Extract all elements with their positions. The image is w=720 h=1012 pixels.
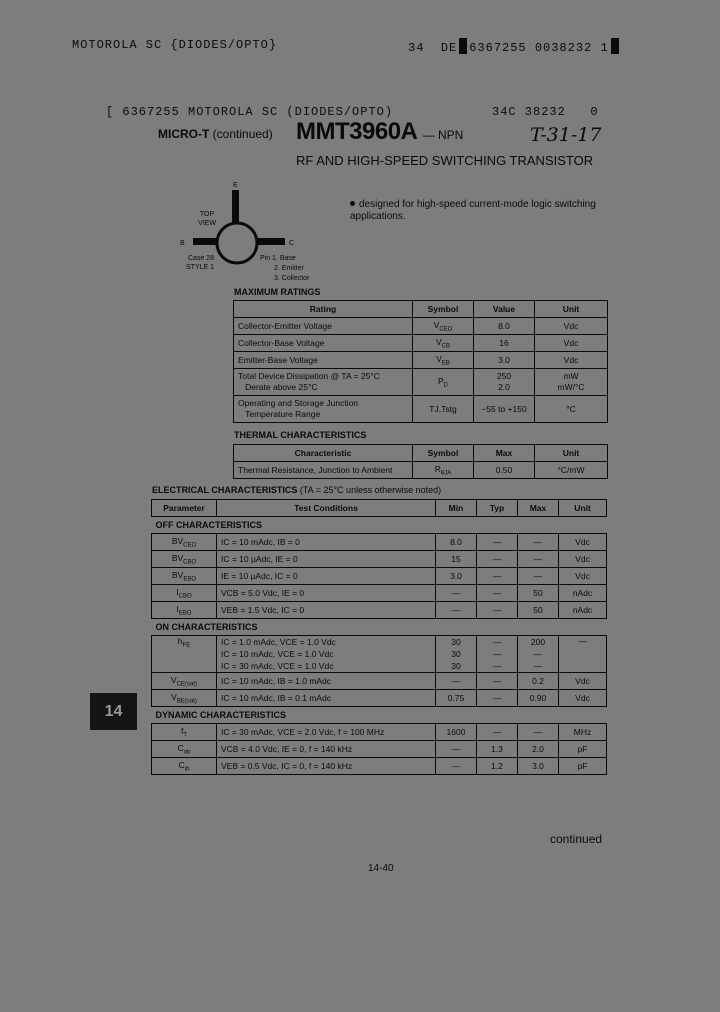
unit-cell: pF [559, 758, 607, 775]
label-e: E [233, 182, 238, 189]
max-cell: — [518, 551, 559, 568]
unit-cell: nAdc [559, 602, 607, 619]
col-header: Characteristic [234, 445, 413, 462]
typ-cell: — [477, 602, 518, 619]
unit-cell: °C [535, 396, 608, 423]
table-row [234, 335, 608, 352]
min-cell: 8.0 [436, 534, 477, 551]
param-cell: $BV_{EBO}$ [152, 568, 217, 585]
param-cell: $f_T$ [152, 724, 217, 741]
col-header: Unit [535, 445, 608, 462]
value-cell: 3.0 [474, 352, 535, 369]
characteristic-cell: Thermal Resistance, Junction to Ambient [234, 462, 413, 479]
label-b: B [180, 240, 185, 247]
col-header: Unit [559, 500, 607, 517]
max-cell: 200 — — [518, 636, 559, 673]
param-cell: $BV_{CEO}$ [152, 534, 217, 551]
header-top-left: MOTOROLA SC {DIODES/OPTO} [72, 38, 278, 52]
typ-cell: — [477, 690, 518, 707]
param-cell: $V_{CE(sat)}$ [152, 673, 217, 690]
typ-cell: — — — [477, 636, 518, 673]
case-label: Case 28 [188, 255, 215, 262]
rating-cell: Collector-Base Voltage [234, 335, 413, 352]
package-diagram [175, 180, 315, 290]
min-cell: — [436, 741, 477, 758]
unit-cell: Vdc [559, 568, 607, 585]
col-header: Max [518, 500, 559, 517]
rating-cell: Emitter-Base Voltage [234, 352, 413, 369]
top-view-label: TOP VIEW [198, 211, 216, 227]
header-second-right: 34C 38232 0 [492, 105, 599, 119]
table-row [152, 690, 607, 707]
pin1-label: Pin 1. Base [260, 255, 296, 262]
condition-cell: IC = 10 mAdc, IB = 0.1 mAdc [217, 690, 436, 707]
col-header: Rating [234, 301, 413, 318]
table-header [234, 445, 608, 462]
table-row [152, 585, 607, 602]
max-cell: 0.2 [518, 673, 559, 690]
table-row [234, 396, 608, 423]
col-header: Min [436, 500, 477, 517]
unit-cell: °C/mW [535, 462, 608, 479]
unit-cell: Vdc [535, 318, 608, 335]
table-row [234, 462, 608, 479]
unit-cell: Vdc [559, 690, 607, 707]
col-header: Symbol [413, 445, 474, 462]
value-cell: −55 to +150 [474, 396, 535, 423]
symbol-cell: $V_{CB}$ [413, 335, 474, 352]
table-row [152, 758, 607, 775]
typ-cell: — [477, 568, 518, 585]
value-cell: 250 2.0 [474, 369, 535, 396]
min-cell: 30 30 30 [436, 636, 477, 673]
max-cell: — [518, 724, 559, 741]
page-number: 14-40 [368, 863, 394, 874]
condition-cell: IC = 10 µAdc, IE = 0 [217, 551, 436, 568]
col-header: Typ [477, 500, 518, 517]
table-row [152, 636, 607, 673]
symbol-cell: TJ,Tstg [413, 396, 474, 423]
unit-cell: Vdc [535, 352, 608, 369]
condition-cell: VCB = 5.0 Vdc, IE = 0 [217, 585, 436, 602]
param-cell: $I_{EBO}$ [152, 602, 217, 619]
min-cell: 15 [436, 551, 477, 568]
pin3-label: 3. Collector [274, 275, 310, 282]
param-cell: $V_{BE(sat)}$ [152, 690, 217, 707]
col-header: Unit [535, 301, 608, 318]
param-cell: $C_{ob}$ [152, 741, 217, 758]
off-characteristics-title: OFF CHARACTERISTICS [152, 517, 607, 534]
min-cell: 0.75 [436, 690, 477, 707]
condition-cell: IC = 1.0 mAdc, VCE = 1.0 Vdc IC = 10 mAdc, VCE = 1.0 Vdc IC = 30 mAdc, VCE = 1.0 Vdc [217, 636, 436, 673]
max-cell: 2.0 [518, 741, 559, 758]
min-cell: — [436, 602, 477, 619]
min-cell: 3.0 [436, 568, 477, 585]
condition-cell: VCB = 4.0 Vdc, IE = 0, f = 140 kHz [217, 741, 436, 758]
rating-cell: Collector-Emitter Voltage [234, 318, 413, 335]
max-cell: 50 [518, 602, 559, 619]
condition-cell: VEB = 0.5 Vdc, IC = 0, f = 140 kHz [217, 758, 436, 775]
symbol-cell: $P_D$ [413, 369, 474, 396]
symbol-cell: $V_{CEO}$ [413, 318, 474, 335]
electrical-title: ELECTRICAL CHARACTERISTICS (TA = 25°C unless otherwise noted) [152, 485, 442, 495]
thermal-title: THERMAL CHARACTERISTICS [234, 430, 367, 440]
dynamic-characteristics-title: DYNAMIC CHARACTERISTICS [152, 707, 607, 724]
max-cell: 50 [518, 585, 559, 602]
col-header: Parameter [152, 500, 217, 517]
condition-cell: IC = 30 mAdc, VCE = 2.0 Vdc, f = 100 MHz [217, 724, 436, 741]
unit-cell: nAdc [559, 585, 607, 602]
pin2-label: 2. Emitter [274, 265, 304, 272]
unit-cell: — [559, 636, 607, 673]
typ-cell: — [477, 534, 518, 551]
part-number: MMT3960A — NPN [296, 118, 464, 145]
table-row [152, 568, 607, 585]
unit-cell: pF [559, 741, 607, 758]
max-cell: — [518, 534, 559, 551]
param-cell: $C_{ib}$ [152, 758, 217, 775]
value-cell: 8.0 [474, 318, 535, 335]
condition-cell: IE = 10 µAdc, IC = 0 [217, 568, 436, 585]
condition-cell: IC = 10 mAdc, IB = 1.0 mAdc [217, 673, 436, 690]
max-cell: — [518, 568, 559, 585]
max-cell: 0.50 [474, 462, 535, 479]
on-characteristics-title: ON CHARACTERISTICS [152, 619, 607, 636]
value-cell: 16 [474, 335, 535, 352]
min-cell: — [436, 585, 477, 602]
col-header: Value [474, 301, 535, 318]
continued-label: continued [550, 832, 603, 846]
condition-cell: VEB = 1.5 Vdc, IC = 0 [217, 602, 436, 619]
label-c: C [289, 240, 295, 247]
table-row [152, 551, 607, 568]
unit-cell: Vdc [559, 673, 607, 690]
thermal-table [233, 444, 608, 479]
max-ratings-table [233, 300, 608, 423]
min-cell: — [436, 758, 477, 775]
unit-cell: mW mW/°C [535, 369, 608, 396]
param-cell: $I_{CBO}$ [152, 585, 217, 602]
bullet-icon [350, 201, 355, 206]
table-row [234, 318, 608, 335]
max-cell: 3.0 [518, 758, 559, 775]
condition-cell: IC = 10 mAdc, IB = 0 [217, 534, 436, 551]
unit-cell: Vdc [559, 534, 607, 551]
symbol-cell: $R_{\theta JA}$ [413, 462, 474, 479]
header-top-right: 34 DE 6367255 0038232 1 [408, 38, 621, 55]
max-ratings-title: MAXIMUM RATINGS [234, 287, 321, 297]
col-header: Symbol [413, 301, 474, 318]
typ-cell: 1.2 [477, 758, 518, 775]
typ-cell: 1.3 [477, 741, 518, 758]
typ-cell: — [477, 673, 518, 690]
min-cell: — [436, 673, 477, 690]
table-row [234, 352, 608, 369]
symbol-cell: $V_{EB}$ [413, 352, 474, 369]
handwritten-code: T-31-17 [530, 124, 602, 146]
table-row [234, 369, 608, 396]
style-label: STYLE 1 [186, 264, 215, 271]
col-header: Test Conditions [217, 500, 436, 517]
col-header: Max [474, 445, 535, 462]
rating-cell: Operating and Storage Junction Temperature Range [234, 396, 413, 423]
feature-bullet: designed for high-speed current-mode logic switching applications. [350, 199, 596, 222]
typ-cell: — [477, 724, 518, 741]
max-cell: 0.90 [518, 690, 559, 707]
table-header [152, 500, 607, 517]
table-row [152, 673, 607, 690]
table-row [152, 724, 607, 741]
min-cell: 1600 [436, 724, 477, 741]
unit-cell: Vdc [535, 335, 608, 352]
unit-cell: MHz [559, 724, 607, 741]
unit-cell: Vdc [559, 551, 607, 568]
param-cell: $h_{FE}$ [152, 636, 217, 673]
section-tab: 14 [90, 693, 137, 730]
part-subtitle: RF AND HIGH-SPEED SWITCHING TRANSISTOR [296, 153, 594, 168]
series-title: MICRO-T (continued) [158, 127, 273, 141]
table-header [234, 301, 608, 318]
table-row [152, 602, 607, 619]
electrical-table [151, 499, 607, 775]
rating-cell: Total Device Dissipation @ TA = 25°C Derate above 25°C [234, 369, 413, 396]
table-row [152, 741, 607, 758]
typ-cell: — [477, 551, 518, 568]
header-second-left: [ 6367255 MOTOROLA SC (DIODES/OPTO) [106, 105, 394, 119]
param-cell: $BV_{CBO}$ [152, 551, 217, 568]
table-row [152, 534, 607, 551]
typ-cell: — [477, 585, 518, 602]
